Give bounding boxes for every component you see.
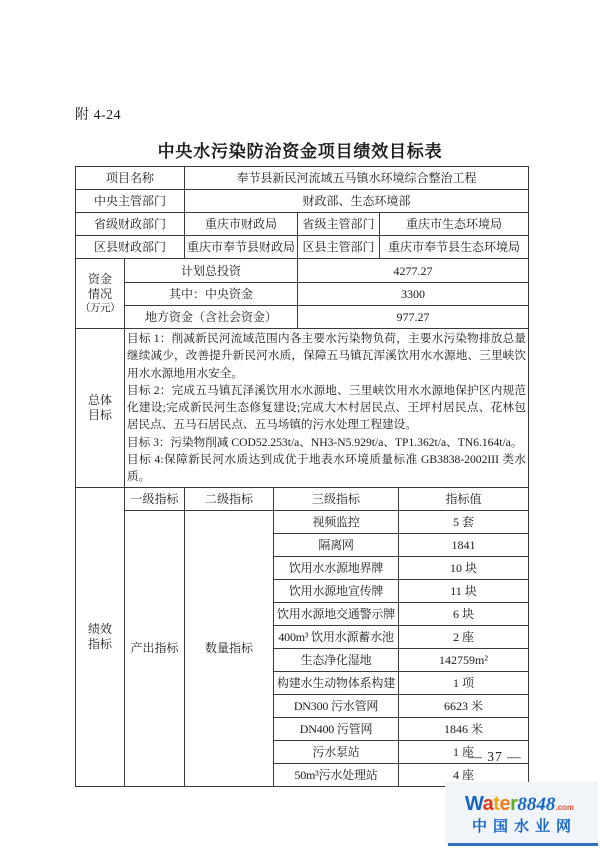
overall-goal-label-line2: 目标 xyxy=(87,407,112,422)
indicator-value: 5 套 xyxy=(399,510,529,533)
county-finance-label: 区县财政部门 xyxy=(76,236,185,259)
county-dept-label: 区县主管部门 xyxy=(298,236,380,259)
logo-letter: W xyxy=(465,793,483,815)
indicator-name: 饮用水水源地界牌 xyxy=(274,556,399,579)
col-header-level1: 一级指标 xyxy=(125,487,185,510)
performance-section-label xyxy=(76,487,125,786)
indicator-value: 2 座 xyxy=(399,625,529,648)
overall-goal-label xyxy=(76,329,125,488)
provincial-dept-value: 重庆市生态环境局 xyxy=(380,213,529,236)
logo-brand-word xyxy=(465,793,517,815)
overall-goal-text xyxy=(125,329,529,488)
indicator-name: 50m³污水处理站 xyxy=(274,763,399,786)
logo-site-name: 中国水业网 xyxy=(471,818,577,835)
funding-row-value: 4277.27 xyxy=(298,259,529,283)
provincial-finance-value: 重庆市财政局 xyxy=(185,213,298,236)
indicator-name: 400m³ 饮用水源蓄水池 xyxy=(274,625,399,648)
table-row xyxy=(76,259,529,283)
funding-row-label: 其中：中央资金 xyxy=(125,283,298,306)
project-name-label: 项目名称 xyxy=(76,167,185,190)
provincial-dept-label: 省级主管部门 xyxy=(298,213,380,236)
county-finance-value: 重庆市奉节县财政局 xyxy=(185,236,298,259)
logo-brand-line xyxy=(465,793,574,816)
table-row xyxy=(76,329,529,488)
col-header-level2: 二级指标 xyxy=(185,487,274,510)
central-dept-label: 中央主管部门 xyxy=(76,190,185,213)
page-title: 中央水污染防治资金项目绩效目标表 xyxy=(157,142,443,161)
logo-letter: r xyxy=(510,793,518,815)
funding-row-label: 计划总投资 xyxy=(125,259,298,283)
indicator-value: 6623 米 xyxy=(399,694,529,717)
indicator-name: 视频监控 xyxy=(274,510,399,533)
funding-label-line3: （万元） xyxy=(80,302,120,314)
table-row xyxy=(76,306,529,329)
overall-goal-label-line1: 总体 xyxy=(87,392,112,407)
indicator-value: 4 座 xyxy=(399,763,529,786)
indicator-name: DN400 污管网 xyxy=(274,717,399,740)
indicator-value: 1 项 xyxy=(399,671,529,694)
indicator-value: 11 块 xyxy=(399,579,529,602)
indicator-name: 饮用水源地宣传牌 xyxy=(274,579,399,602)
indicator-name: DN300 污水管网 xyxy=(274,694,399,717)
logo-letter: a xyxy=(482,793,494,815)
performance-label-line1: 绩效 xyxy=(87,621,112,636)
table-row xyxy=(76,236,529,259)
funding-label-line2: 情况 xyxy=(87,286,112,301)
goal-4: 目标 4:保障新民河水质达到成优于地表水环境质量标准 GB3838-2002III 类水质。 xyxy=(127,453,527,484)
logo-letter: t xyxy=(493,793,500,815)
goal-2: 目标 2：完成五马镇瓦泽溪饮用水水源地、三里峡饮用水水源地保护区内规范化建设;完成新民河生态修复建设;完成大木村居民点、王坪村居民点、花林包居民点、五马石居民点、五马场镇的污水处理工程建设。 xyxy=(127,383,527,432)
indicator-name: 生态净化湿地 xyxy=(274,648,399,671)
indicator-value: 1 座 xyxy=(399,740,529,763)
col-header-value: 指标值 xyxy=(399,487,529,510)
water8848-logo xyxy=(445,782,598,846)
funding-section-label xyxy=(76,259,125,329)
indicator-value: 142759m² xyxy=(399,648,529,671)
indicator-value: 1846 米 xyxy=(399,717,529,740)
funding-row-value: 3300 xyxy=(298,283,529,306)
level2-indicator-cell: 数量指标 xyxy=(185,510,274,786)
funding-label-line1: 资金 xyxy=(87,271,112,286)
logo-bottom-bar xyxy=(448,843,598,846)
table-row xyxy=(76,283,529,306)
indicator-value: 1841 xyxy=(399,533,529,556)
indicator-name: 饮用水源地交通警示牌 xyxy=(274,602,399,625)
county-dept-value: 重庆市奉节县生态环境局 xyxy=(380,236,529,259)
table-row xyxy=(76,487,529,510)
table-row xyxy=(76,510,529,533)
table-row xyxy=(76,190,529,213)
col-header-level3: 三级指标 xyxy=(274,487,399,510)
indicator-value: 10 块 xyxy=(399,556,529,579)
performance-label-line2: 指标 xyxy=(87,636,112,651)
table-row xyxy=(76,213,529,236)
indicator-name: 构建水生动物体系构建 xyxy=(274,671,399,694)
performance-target-table xyxy=(75,166,529,787)
level1-indicator-cell: 产出指标 xyxy=(125,510,185,786)
doc-label: 附 4-24 xyxy=(75,108,122,123)
logo-brand-number: 8848 xyxy=(517,794,556,815)
central-dept-value: 财政部、生态环境部 xyxy=(185,190,529,213)
indicator-name: 污水泵站 xyxy=(274,740,399,763)
table-row xyxy=(76,167,529,190)
logo-letter: e xyxy=(499,793,511,815)
page-number: — 37 — xyxy=(468,749,522,764)
goal-1: 目标 1：削减新民河流域范围内各主要水污染物负荷，主要水污染物排放总量继续减少，改善提升新民河水质，保障五马镇瓦浑溪饮用水水源地、三里峡饮用水水源地用水安全。 xyxy=(127,332,527,380)
indicator-value: 6 块 xyxy=(399,602,529,625)
provincial-finance-label: 省级财政部门 xyxy=(76,213,185,236)
indicator-name: 隔离网 xyxy=(274,533,399,556)
project-name-value: 奉节县新民河流域五马镇水环境综合整治工程 xyxy=(185,167,529,190)
funding-row-label: 地方资金（含社会资金） xyxy=(125,306,298,329)
funding-row-value: 977.27 xyxy=(298,306,529,329)
goal-3: 目标 3：污染物削减 COD52.253t/a、NH3-N5.929t/a、TP1.362t/a、TN6.164t/a。 xyxy=(127,435,523,449)
logo-brand-tld: .com xyxy=(555,803,575,812)
